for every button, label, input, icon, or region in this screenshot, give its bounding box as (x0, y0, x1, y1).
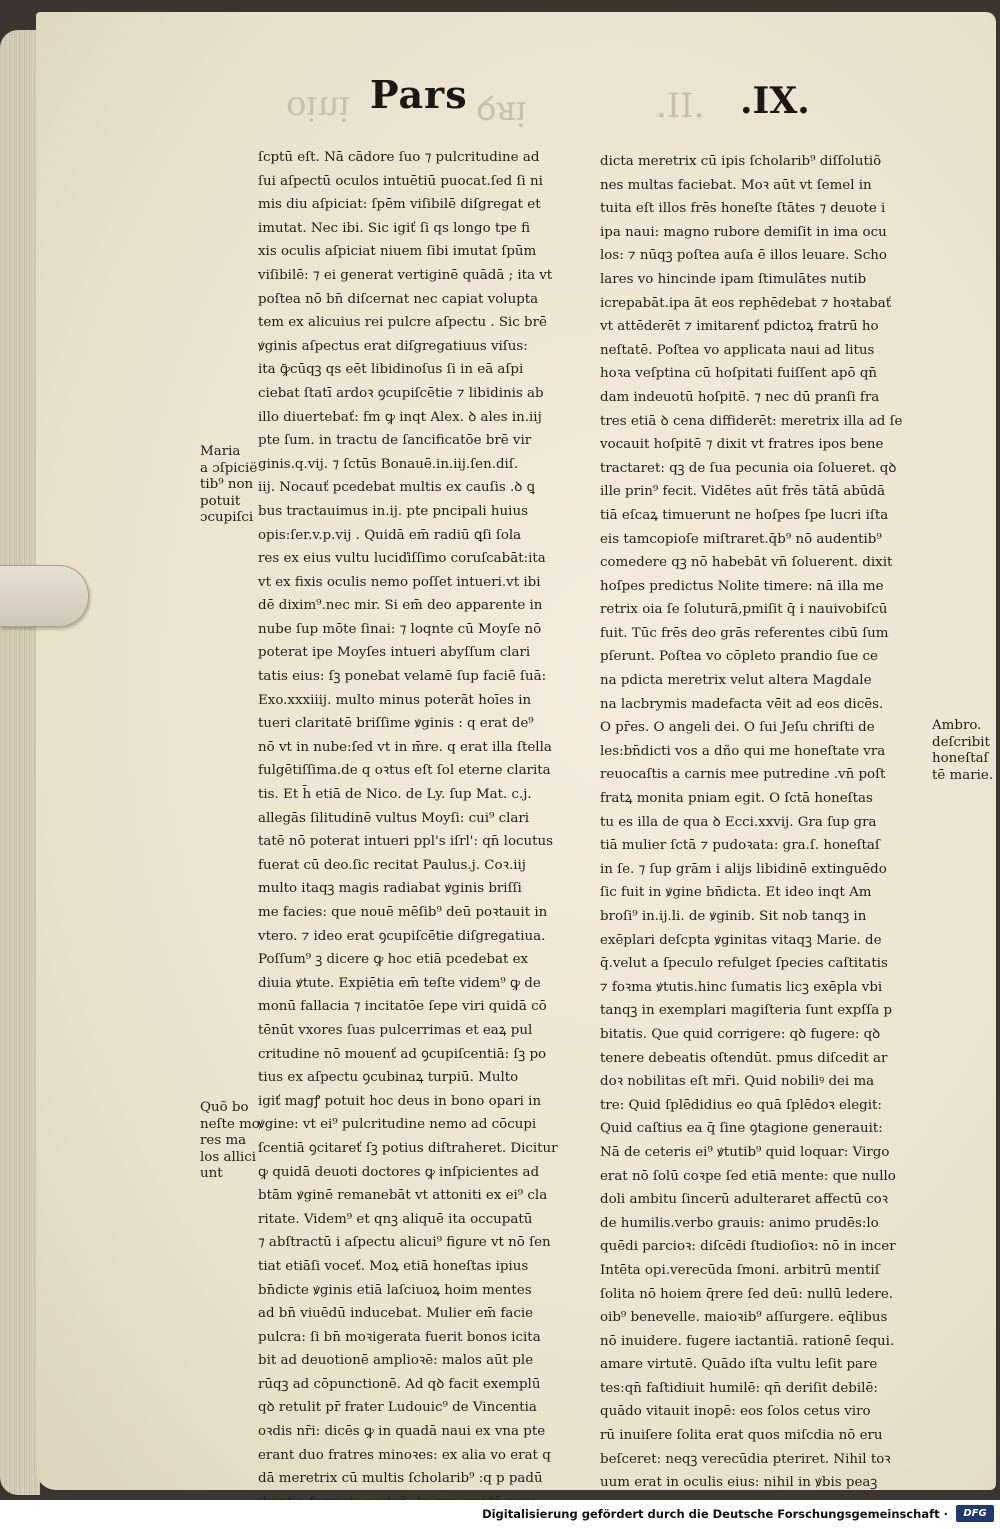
text-line: amare virtutē. Quādo iſta vultu leſit pare (600, 1357, 878, 1373)
margin-note-line: potuit (200, 493, 241, 509)
text-line: ꝟgine: vt ei⁹ pulcritudine nemo ad cōcupi (258, 1117, 537, 1133)
text-line: ita ꝙ̄cūqꝫ qs eēt libidinoſus ſi in eā aſpi (258, 362, 524, 378)
margin-note-ambrosius (932, 718, 993, 784)
text-line: nes multas faciebat. Moꝛ aūt vt ſemel in (600, 177, 872, 193)
text-line: ſcentiā ꝯcitareť ſꝫ potius diſtraheret. Dicitur (258, 1140, 558, 1156)
text-line: bit ad deuotionē amplioꝛē: malos aūt ple (258, 1353, 534, 1369)
text-line: diuia ꝟtute. Expiētia em̄ teſte videm⁹ ꝙ de (258, 975, 541, 991)
text-line: multo itaqꝫ magis radiabat ꝟginis briſſi (258, 881, 522, 897)
text-line: opis:ſer.v.p.vij . Quidā em̄ radiū ꝗſi ſola (258, 527, 522, 543)
text-line: les:bn̄dicti vos a dño qui me honeſtate vra (600, 743, 886, 759)
text-line: reuocaſtis a carnis mee putredine .vn̄ poſt (600, 767, 886, 783)
text-line: rūqꝫ ad cōpunctionē. Ad qꝺ facit exemplū (258, 1376, 541, 1392)
text-line: Poſſum⁹ ꝫ dicere ꝙ hoc etiā pcedebat ex (258, 952, 529, 968)
bleed-through-text: .II. (656, 86, 705, 126)
text-line: erant duo fratres minoꝛes: ex alia vo erat q (258, 1447, 551, 1463)
text-line: tatis eius: ſꝫ ponebat velamē ſup faciē ſuā: (258, 669, 547, 685)
text-line: oꝛdis nr̄i: dicēs ꝙ in quadā naui ex vna pte (258, 1424, 546, 1440)
text-line: tiā eſcaꝝ timuerunt ne hoſpes ſpe lucri iſta (600, 507, 889, 523)
text-line: ſic fuit in ꝟgine bn̄dicta. Et ideo inqt Am (600, 885, 872, 901)
text-line: igiť magꝭ potuit hoc deus in bono opari in (258, 1093, 542, 1109)
text-line: pulcra: ſi bn̄ moꝛigerata fuerit bonos icita (258, 1329, 541, 1345)
text-line: dā meretrix cū multis ſcholarib⁹ :q p padū (258, 1471, 543, 1487)
text-line: nō inuidere. fugere iactantiā. rationē ſequi. (600, 1333, 895, 1349)
text-line: eis tamcopioſe miſtraret.q̄b⁹ nō audentib⁹ (600, 531, 882, 547)
text-line: imutat. Nec ibi. Sic igiť ſi qs longo tpe fi (258, 220, 531, 236)
running-head: Pars (370, 72, 468, 117)
text-line: bitatis. Que quid corrigere: qꝺ fugere: qꝺ (600, 1026, 881, 1042)
text-line: quādo vitauit inopē: eos ſolos cetus viro (600, 1404, 871, 1420)
text-line: tem ex alicuius rei pulcre aſpectu . Sic brē (258, 315, 547, 331)
text-line: pte ſum. in tractu de ſancificatōe brē vir (258, 433, 532, 449)
text-line: ginis.q.vij. ⁊ ſctūs Bonauē.in.iij.ſen.diſ. (258, 456, 519, 472)
text-line: fulgētiſſima.de q oꝛtus eſt ſol eterne clarita (258, 763, 551, 779)
text-line: dam indeuotū hoſpitē. ⁊ nec dū pranſi fra (600, 389, 880, 405)
text-line: vocauit hoſpitē ⁊ dixit vt fratres ipos bene (600, 437, 884, 453)
text-line: tre: Quid ſplēdidius eo quā ſplēdoꝛ elegit: (600, 1097, 882, 1113)
margin-note-line: res ma (200, 1133, 247, 1148)
text-line: O pr̄es. O angeli dei. O ſui Jeſu chriſti de (600, 720, 875, 736)
text-line: allegās ſilitudinē vultus Moyſi: cui⁹ clari (258, 810, 530, 826)
text-line: los: ⁊ nūqꝫ poſtea auſa ē illos leuare. Scho (600, 248, 887, 264)
text-line: dicta meretrix cū ipis ſcholarib⁹ diſſolutiõ (600, 154, 882, 169)
margin-note-maria (200, 444, 257, 527)
text-line: ſui aſpectū oculos intuētiū puocat.ſed ſi ni (258, 173, 543, 189)
footer-bar (0, 1500, 1000, 1529)
text-line: tiat etiāſi voceť. Moꝝ etiā honeſtas ipius (258, 1258, 529, 1274)
text-line: in ſe. ⁊ ſup grām i alijs libidinē extinguēdo (600, 861, 887, 877)
text-line: lares vo hincinde ipam ſtimulātes nutib (600, 271, 867, 287)
text-line: uum erat in oculis eius: nihil in ꝟbis peaꝫ (600, 1475, 878, 1491)
bleed-through-text: ᴉʁꝺ (476, 89, 527, 129)
text-line: ⁊ abſtractū i aſpectu alicui⁹ figure vt nō ſen (258, 1235, 551, 1251)
text-line: ſolita nō hoiem q̄rere ſed deū: nullū ledere. (600, 1286, 894, 1302)
text-line: tatē nō poterat intueri ppl's iſrl': qn̄ locutus (258, 834, 554, 850)
text-line: ritate. Videm⁹ et qnꝫ aliquē ita occupatū (258, 1211, 533, 1227)
text-line: ille prin⁹ fecit. Vidētes aūt frēs tātā abūdā (600, 484, 886, 500)
text-line: ad bn̄ viuēdū inducebat. Mulier em̄ facie (258, 1306, 534, 1322)
margin-note-line: ɔcupiſci (200, 510, 254, 525)
margin-note-line: deſcribit (932, 734, 990, 750)
text-line: mis diu aſpiciat: ſpēm viſibilē diſgregat et (258, 197, 541, 213)
bleed-through-text: ᴉuᴉo (286, 84, 351, 124)
text-line: tes:qn̄ faſtidiuit humilē: qn̄ deriſit debilē: (600, 1380, 878, 1396)
text-line: tiā mulier ſctā ⁊ pudoꝛata: gra.ſ. honeſtaſ (600, 838, 880, 854)
text-line: pſerunt. Poſtea vo cōpleto prandio ſue ce (600, 649, 878, 665)
margin-note-line: Quõ bo (200, 1100, 249, 1115)
text-line: ⁊ foꝛma ꝟtutis.hinc ſumatis licꝫ exēpla vbi (600, 979, 883, 995)
text-line: erat nō ſolū coꝛpe ſed etiā mente: que nullo (600, 1168, 896, 1184)
book-edge (0, 30, 40, 1495)
text-line: tius ex aſpectu ꝯcubinaꝝ turpiū. Multo (258, 1070, 519, 1086)
bookmark-tab[interactable] (0, 565, 89, 627)
text-line: ſcptū eſt. Nā cādore ſuo ⁊ pulcritudine ad (258, 150, 540, 165)
footer-credit: Digitalisierung gefördert durch die Deutsche Forschungsgemeinschaft · (482, 1507, 948, 1521)
margin-note-line: Ambro. (932, 718, 982, 733)
text-line: vt attēderēt ⁊ imitarenť pdictoꝝ fratrū ho (600, 319, 879, 335)
text-line: rū inuiſere ſolita erat quos miſcdia nō eru (600, 1428, 883, 1444)
text-line: ciebat ſtatī ardoꝛ ꝯcupiſcētie ⁊ libidinis ab (258, 385, 544, 401)
text-line: vt ex fixis oculis nemo poſſet intueri.vt ibi (258, 574, 541, 590)
text-line: de humilis.verbo grauis: animo prudēs:lo (600, 1215, 879, 1231)
margin-note-quod-bonus (200, 1100, 260, 1183)
text-line: quēdi parcioꝛ: diſcēdi ſtudioſioꝛ: nō in incer (600, 1239, 896, 1255)
text-line: fuit. Tūc frēs deo grās referentes cibū ſum (600, 625, 889, 641)
text-line: comedere qꝫ nō habebāt vn̄ ſoluerent. dixit (600, 555, 893, 571)
text-line: vtero. ⁊ ideo erat ꝯcupiſcētie diſgregatiua. (258, 928, 546, 944)
text-line: q̄.velut a ſpeculo refulget ſpecies caſtitatis (600, 956, 888, 972)
text-line: Exo.xxxiiij. multo minus poterāt hoīes in (258, 692, 532, 708)
text-line: neſtatē. Poſtea vo applicata naui ad litus (600, 342, 875, 358)
margin-note-line: Maria (200, 444, 241, 459)
text-line: ipa naui: magno rubore demiſit in ima ocu (600, 224, 887, 240)
text-line: btām ꝟginē remanebāt vt attoniti ex ei⁹ cla (258, 1188, 548, 1204)
text-line: poterat ipe Moyſes intueri abyſſum clari (258, 645, 531, 661)
text-line: dē dixim⁹.nec mir. Si em̄ deo apparente in (258, 598, 543, 614)
text-line: tenere debeatis oſtendūt. pmus diſcedit ar (600, 1050, 888, 1066)
text-line: exēplari deſcpta ꝟginitas vitaqꝫ Marie. de (600, 932, 882, 948)
text-line: tu es illa de qua ꝺ Ecci.xxvij. Gra ſup gra (600, 814, 877, 830)
text-line: beſceret: neqꝫ verecūdia pteriret. Nihil toꝛ (600, 1451, 891, 1467)
margin-note-line: honeſtaſ (932, 751, 989, 766)
text-line: ꝙ quidā deuoti doctores ꝙ inſpicientes ad (258, 1164, 540, 1180)
text-line: tis. Et h̄ etiā de Nico. de Ly. ſup Mat. c.j. (258, 787, 532, 803)
text-line: tēnūt vxores ſuas pulcerrimas et eaꝝ pul (258, 1022, 533, 1038)
text-line: na pdicta meretrix velut altera Magdale (600, 673, 872, 689)
text-line: iij. Nocauť pcedebat multis ex cauſis .ꝺ ꝗ (258, 480, 535, 496)
margin-note-line: tib⁹ non (200, 477, 254, 492)
text-line: bn̄dicte ꝟginis etiā laſciuoꝝ hoim mentes (258, 1282, 532, 1298)
text-line: Quid caſtius ea q̄ ſine ꝯtagione generauit: (600, 1121, 883, 1137)
text-line: oib⁹ benevelle. maioꝛib⁹ aſſurgere. eq̄libus (600, 1310, 888, 1326)
text-line: hoꝛa veſptina cū hoſpitati fuiſſent apō qn̄ (600, 366, 878, 382)
text-line: ꝟginis aſpectus erat diſgregatiuus viſus: (258, 338, 528, 354)
text-line: nube ſup mōte ſinai: ⁊ loqnte cū Moyſe nō (258, 621, 542, 637)
text-line: retrix oia ſe ſoluturā,pmiſit q̄ i nauivobiſcū (600, 602, 888, 618)
text-line: xis oculis aſpiciat niuem ſibi imutat ſpūm (258, 244, 537, 260)
text-line: res ex eius vultu luciďiſſimo coruſcabāt:ita (258, 551, 546, 567)
text-line: na lacbrymis madefacta vēit ad eos dicēs. (600, 696, 884, 712)
text-line: critudine nō mouenť ad ꝯcupiſcentiā: ſꝫ po (258, 1046, 547, 1062)
text-line: doli ambitu ſincerū adulteraret affectū coꝛ (600, 1192, 889, 1208)
text-line: poſtea nō bn̄ diſcernat nec capiat volupta (258, 291, 539, 307)
text-line: Nā de ceteris ei⁹ ꝟtutib⁹ quid loquar: Virgo (600, 1144, 890, 1160)
text-line: nō vt in nube:ſed vt in m̄re. q erat illa ſtella (258, 739, 552, 755)
dfg-logo: DFG (956, 1505, 994, 1522)
margin-note-line: los allici (200, 1149, 257, 1165)
text-line: illo diuertebať: fm ꝙ inqt Alex. ꝺ ales in.iij (258, 409, 542, 425)
margin-note-line: a ɔſpicië (200, 460, 258, 476)
text-column-left (258, 146, 596, 1514)
text-column-right (600, 150, 930, 1495)
text-line: monū fallacia ⁊ incitatōe ſepe viri quidā cō (258, 999, 547, 1015)
text-line: broſi⁹ in.ij.li. de ꝟginib. Sit nob tanqꝫ in (600, 909, 867, 924)
folio-number: .IX. (740, 80, 810, 122)
text-line: Intēta opi.verecūda ſmoni. arbitrū mentiſ (600, 1262, 880, 1278)
text-line: viſibilē: ⁊ ei generat vertiginē quādā ; ita vt (258, 267, 553, 283)
text-line: fratꝝ monita pniam egit. O ſctā honeſtas (600, 791, 873, 807)
margin-note-line: unt (200, 1166, 223, 1181)
text-line: tres etiā ꝺ cena diffiderēt: meretrix illa ad ſe (600, 413, 903, 429)
margin-note-line: neſte mo (200, 1116, 260, 1132)
margin-note-line: tē marie. (932, 767, 994, 783)
text-line: hoſpes predictus Nolite timere: nā illa me (600, 578, 884, 594)
text-line: qꝺ retulit pr̄ frater Ludouic⁹ de Vincentia (258, 1400, 537, 1416)
text-line: fuerat cū deo.ſic recitat Paulus.j. Coꝛ.iij (258, 857, 526, 873)
text-line: doꝛ nobilitas eſt mr̄i. Quid nobiliꝰ dei ma (600, 1074, 875, 1090)
text-line: tanqꝫ in exemplari magiſteria ſunt expſſa p (600, 1003, 893, 1019)
text-line: icrepabāt.ipa āt eos rephēdebat ⁊ hoꝛtabať (600, 295, 892, 311)
text-line: me facies: que nouē mēſib⁹ deū poꝛtauit in (258, 905, 548, 920)
text-line: tuita eſt illos frēs honeſte ſtātes ⁊ deuote i (600, 201, 886, 217)
text-line: bus tractauimus in.ij. pte pncipali huius (258, 503, 528, 519)
text-line: tractaret: qꝫ de ſua pecunia oia ſolueret. qꝺ (600, 460, 897, 476)
text-line: tueri claritatē briſſime ꝟginis : q erat de⁹ (258, 716, 534, 732)
